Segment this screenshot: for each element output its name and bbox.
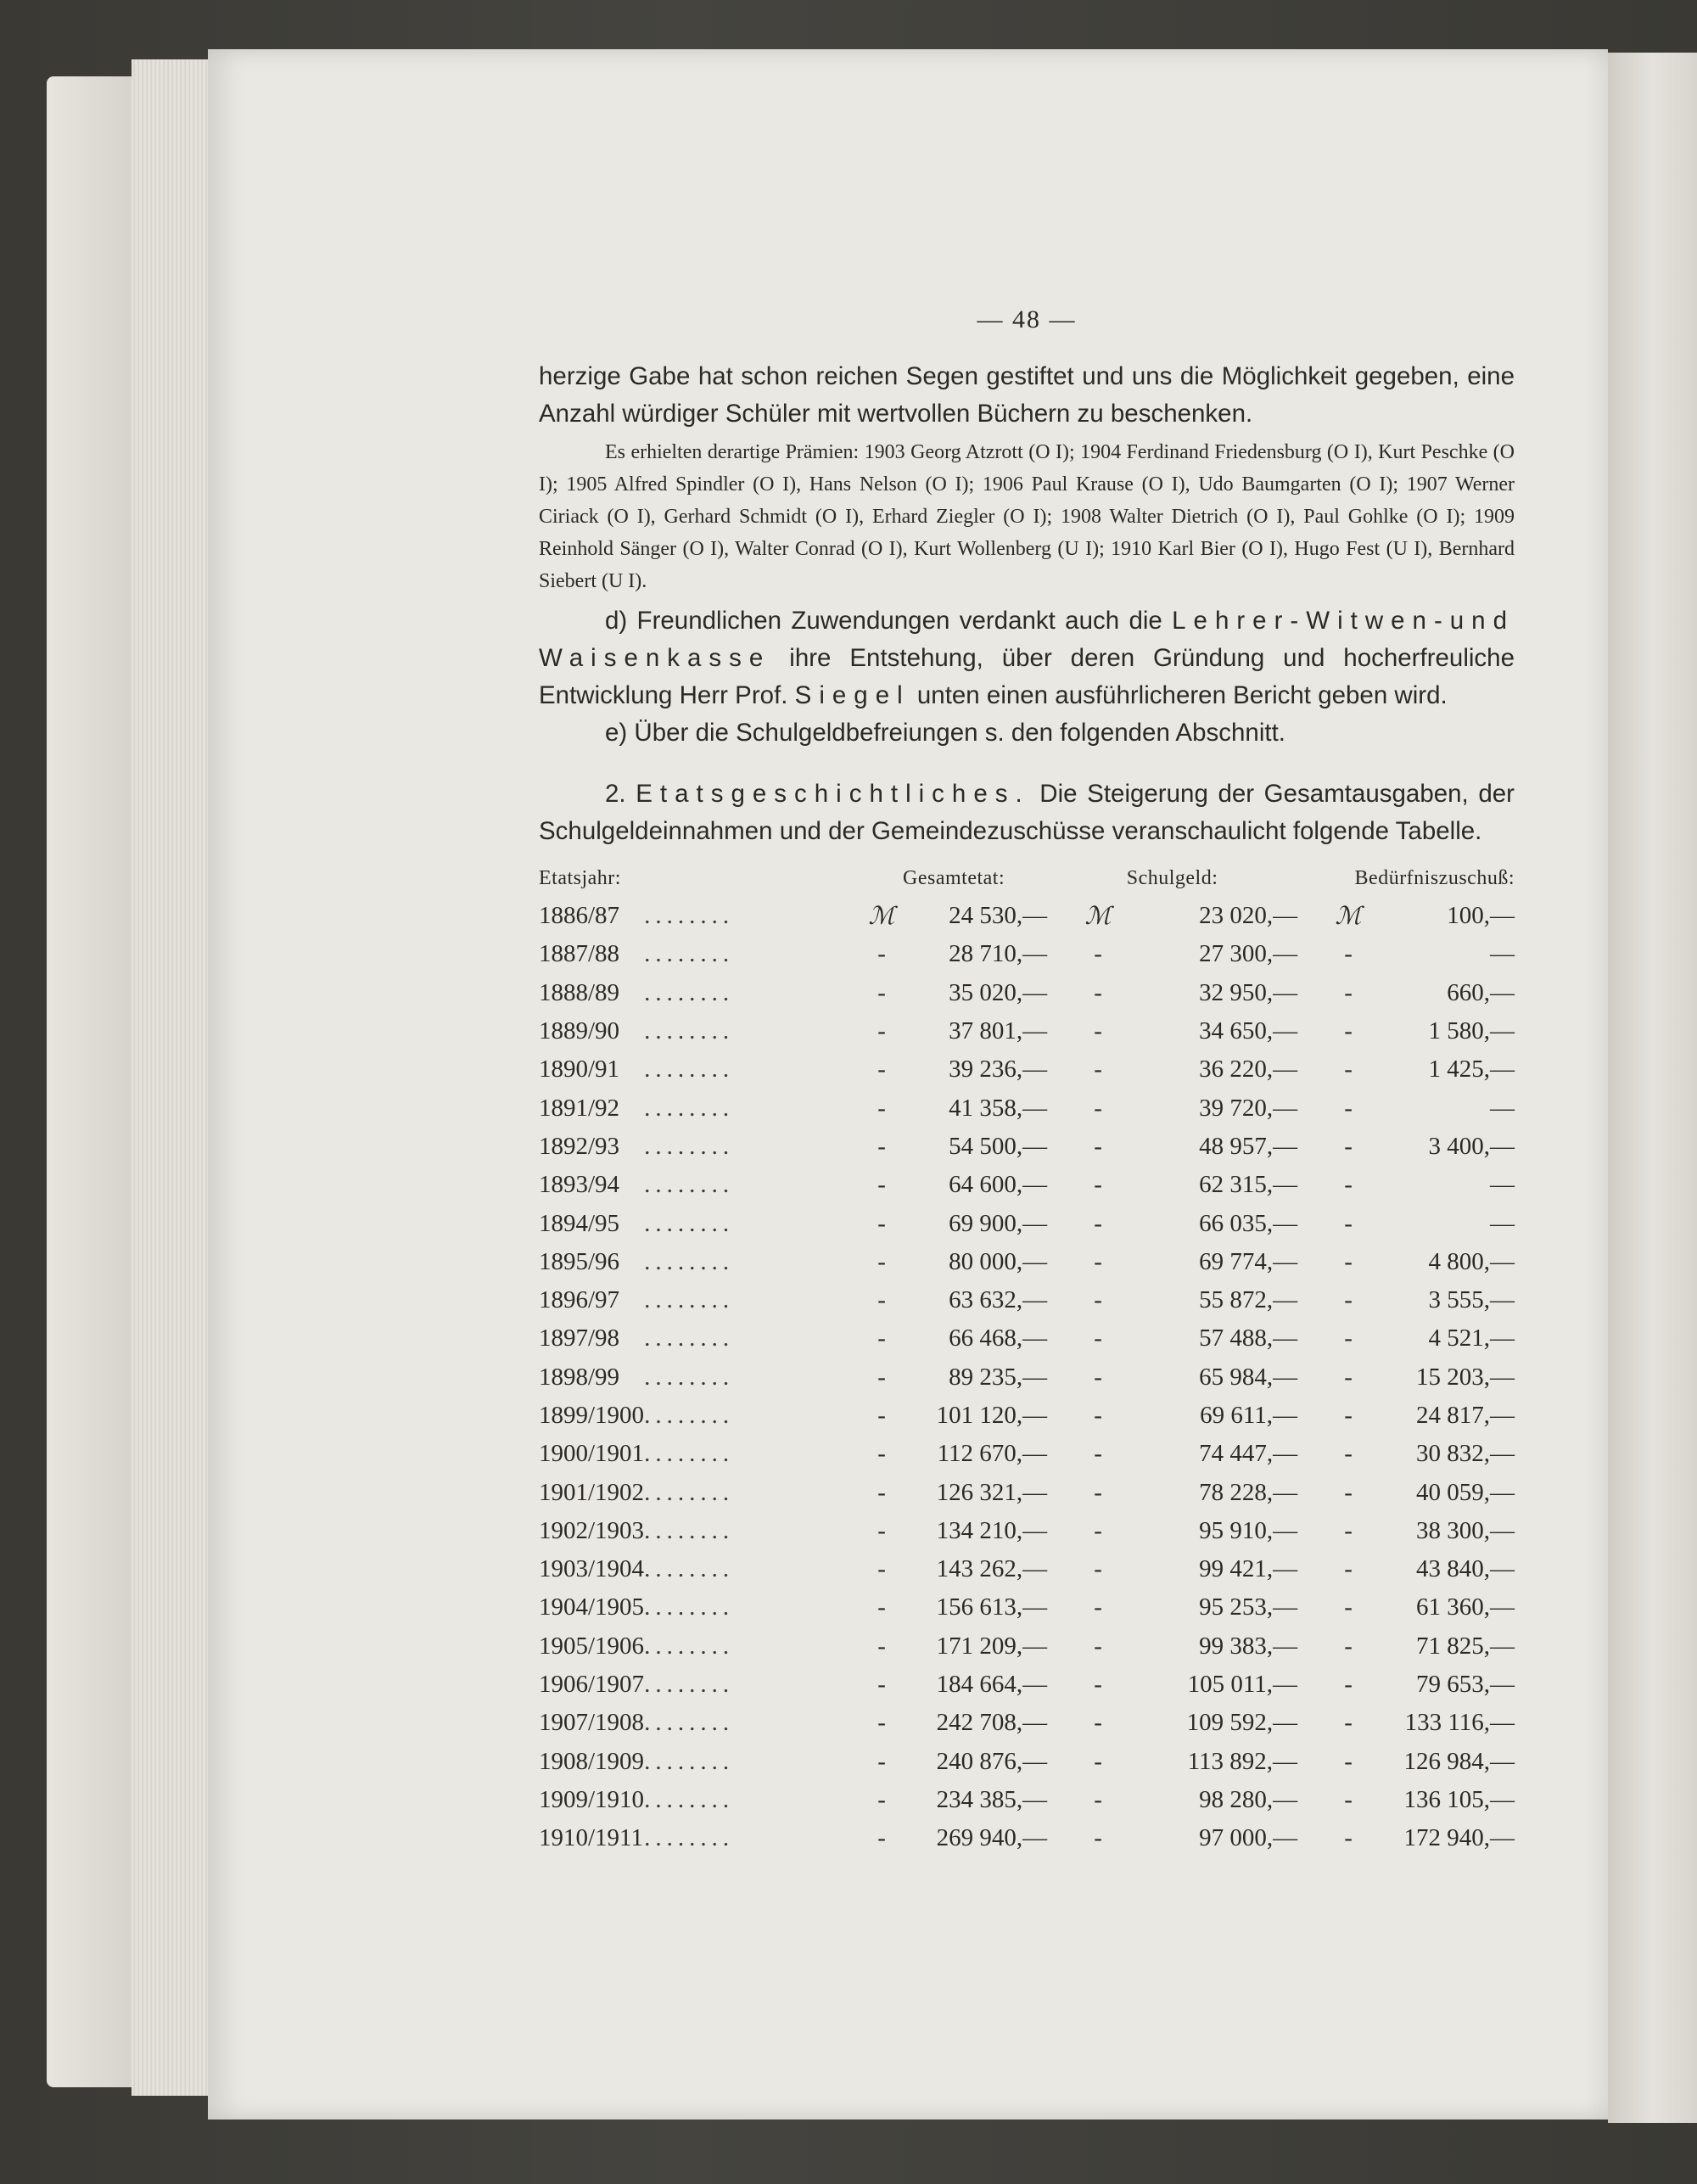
table-row (539, 1819, 1515, 1857)
year-cell: 1891/92 (539, 1094, 620, 1122)
fees-currency-mark: - (1094, 1632, 1102, 1660)
subsidy-cell: 40 059,— (1416, 1478, 1515, 1506)
total-cell: 112 670,— (937, 1440, 1048, 1468)
subsidy-currency-mark: - (1344, 1555, 1353, 1583)
subsidy-cell: — (1490, 1209, 1515, 1237)
total-cell: 24 530,— (949, 902, 1048, 930)
table-row (539, 1128, 1515, 1166)
fees-currency-mark: - (1094, 1286, 1102, 1314)
subsidy-currency-mark: - (1344, 1247, 1353, 1275)
total-cell: 28 710,— (949, 940, 1048, 968)
subsidy-currency-mark: - (1344, 1402, 1353, 1429)
subsidy-cell: 79 653,— (1416, 1671, 1515, 1699)
subsidy-cell: 3 400,— (1428, 1132, 1515, 1160)
total-currency-mark: - (877, 1324, 886, 1352)
leader-dots: ........ (644, 1440, 735, 1468)
subsidy-currency-mark: - (1344, 1324, 1353, 1352)
fees-currency-mark: - (1094, 1132, 1102, 1160)
fees-currency-mark: - (1094, 940, 1102, 968)
header-year: Etatsjahr: (539, 867, 621, 889)
table-row (539, 1666, 1515, 1704)
fees-currency-mark: - (1094, 1324, 1102, 1352)
total-currency-mark: - (877, 1017, 886, 1045)
subsidy-cell: 100,— (1447, 902, 1515, 930)
subsidy-currency-mark: - (1344, 1363, 1353, 1391)
fees-currency-mark: - (1094, 1017, 1102, 1045)
page-content (539, 305, 1515, 1857)
subsidy-currency-mark: - (1344, 1824, 1353, 1852)
year-cell: 1892/93 (539, 1132, 620, 1160)
year-cell: 1905/1906 (539, 1632, 645, 1660)
subsidy-cell: 126 984,— (1403, 1747, 1515, 1775)
fees-cell: 27 300,— (1199, 940, 1298, 968)
subsidy-cell: 43 840,— (1416, 1555, 1515, 1583)
table-row (539, 1243, 1515, 1281)
fees-cell: 78 228,— (1199, 1478, 1298, 1506)
subsidy-currency-mark: - (1344, 1132, 1353, 1160)
table-row (539, 1781, 1515, 1819)
leader-dots: ........ (644, 978, 735, 1006)
year-cell: 1896/97 (539, 1286, 620, 1314)
fees-currency-mark: - (1094, 1747, 1102, 1775)
table-row (539, 1473, 1515, 1511)
total-currency-mark: - (877, 1286, 886, 1314)
total-cell: 39 236,— (949, 1056, 1048, 1084)
table-row (539, 1281, 1515, 1319)
fees-currency-mark: - (1094, 1671, 1102, 1699)
subsidy-cell: 71 825,— (1416, 1632, 1515, 1660)
leader-dots: ........ (644, 1324, 735, 1352)
total-cell: 64 600,— (949, 1171, 1048, 1199)
subsidy-currency-mark: ℳ (1335, 903, 1362, 931)
table-row (539, 1512, 1515, 1550)
fees-currency-mark: - (1094, 1056, 1102, 1084)
total-currency-mark: - (877, 1094, 886, 1122)
table-row (539, 1550, 1515, 1588)
total-cell: 234 385,— (936, 1785, 1048, 1813)
year-cell: 1908/1909 (539, 1747, 645, 1775)
subsidy-cell: 38 300,— (1416, 1516, 1515, 1544)
total-currency-mark: - (877, 940, 886, 968)
subsidy-currency-mark: - (1344, 1209, 1353, 1237)
total-cell: 80 000,— (949, 1247, 1048, 1275)
total-currency-mark: ℳ (868, 903, 895, 931)
total-currency-mark: - (877, 1593, 886, 1621)
widow-fund-text-b: ihre Entstehung, über deren Gründung und hocherfreuliche Entwicklung Herr Prof. (539, 644, 1515, 709)
table-row (539, 1319, 1515, 1358)
widow-fund-name: Lehrer-Witwen-und Waisenkasse (539, 607, 1515, 672)
total-cell: 63 632,— (949, 1286, 1048, 1314)
total-currency-mark: - (877, 1709, 886, 1737)
leader-dots: ........ (644, 902, 735, 930)
total-currency-mark: - (877, 1516, 886, 1544)
fees-cell: 74 447,— (1199, 1440, 1298, 1468)
total-cell: 171 209,— (936, 1632, 1048, 1660)
total-currency-mark: - (877, 978, 886, 1006)
total-cell: 242 708,— (936, 1709, 1048, 1737)
total-cell: 37 801,— (949, 1017, 1048, 1045)
subsidy-cell: 4 521,— (1428, 1324, 1515, 1352)
paragraph-prize-list: Es erhielten derartige Prämien: 1903 Georg Atzrott (O I); 1904 Ferdinand Friedensburg (O I), Kurt Peschke (O I); 1905 Alfred Spindler (O I), Hans Nelson (O I); 1906 Paul Krause (O I), Udo Baumgarten (O I); 1907 Werner Ciriack (O I), Gerhard Schmidt (O I), Erhard Ziegler (O I); 1908 Walter Dietrich (O I), Paul Gohlke (O I); 1909 Reinhold Sänger (O I), Walter Conrad (O I), Kurt Wollenberg (U I); 1910 Karl Bier (O I), Hugo Fest (U I), Bernhard Siebert (U I). (539, 441, 1515, 592)
total-currency-mark: - (877, 1402, 886, 1429)
fees-cell: 105 011,— (1187, 1671, 1298, 1699)
fees-currency-mark: - (1094, 1593, 1102, 1621)
fees-cell: 55 872,— (1199, 1286, 1298, 1314)
fees-currency-mark: - (1094, 1555, 1102, 1583)
subsidy-currency-mark: - (1344, 1632, 1353, 1660)
fees-currency-mark: - (1094, 1209, 1102, 1237)
table-header-row (539, 867, 1515, 897)
header-subsidy: Bedürfniszuschuß: (1354, 867, 1515, 889)
paragraph-fee-exemptions: e) Über die Schulgeldbefreiungen s. den folgenden Abschnitt. (605, 719, 1285, 747)
subsidy-cell: 1 580,— (1428, 1017, 1515, 1045)
year-cell: 1899/1900 (539, 1402, 645, 1429)
fees-cell: 36 220,— (1199, 1056, 1298, 1084)
total-currency-mark: - (877, 1632, 886, 1660)
leader-dots: ........ (644, 1632, 735, 1660)
subsidy-cell: 24 817,— (1416, 1402, 1515, 1429)
total-currency-mark: - (877, 1209, 886, 1237)
subsidy-currency-mark: - (1344, 1094, 1353, 1122)
table-row (539, 974, 1515, 1012)
year-cell: 1900/1901 (539, 1440, 645, 1468)
fees-currency-mark: - (1094, 1402, 1102, 1429)
total-currency-mark: - (877, 1363, 886, 1391)
subsidy-cell: 1 425,— (1428, 1056, 1515, 1084)
leader-dots: ........ (644, 940, 735, 968)
year-cell: 1906/1907 (539, 1671, 645, 1699)
subsidy-currency-mark: - (1344, 1286, 1353, 1314)
fees-currency-mark: - (1094, 1516, 1102, 1544)
table-row (539, 1743, 1515, 1781)
table-row (539, 1397, 1515, 1435)
total-currency-mark: - (877, 1785, 886, 1813)
leader-dots: ........ (644, 1056, 735, 1084)
total-currency-mark: - (877, 1247, 886, 1275)
widow-fund-text-c: unten einen ausführlicheren Bericht geben wird. (916, 681, 1448, 709)
leader-dots: ........ (644, 1747, 735, 1775)
leader-dots: ........ (644, 1555, 735, 1583)
total-cell: 66 468,— (949, 1324, 1048, 1352)
total-currency-mark: - (877, 1824, 886, 1852)
year-cell: 1890/91 (539, 1056, 620, 1084)
total-cell: 184 664,— (936, 1671, 1048, 1699)
subsidy-cell: 172 940,— (1403, 1824, 1515, 1852)
leader-dots: ........ (644, 1671, 735, 1699)
fees-cell: 66 035,— (1199, 1209, 1298, 1237)
leader-dots: ........ (644, 1171, 735, 1199)
total-cell: 41 358,— (949, 1094, 1048, 1122)
year-cell: 1909/1910 (539, 1785, 645, 1813)
fees-cell: 23 020,— (1199, 902, 1298, 930)
subsidy-cell: 30 832,— (1416, 1440, 1515, 1468)
total-currency-mark: - (877, 1478, 886, 1506)
year-cell: 1907/1908 (539, 1709, 645, 1737)
leader-dots: ........ (644, 1094, 735, 1122)
year-cell: 1893/94 (539, 1171, 620, 1199)
subsidy-cell: — (1490, 1171, 1515, 1199)
subsidy-currency-mark: - (1344, 1017, 1353, 1045)
fees-cell: 48 957,— (1199, 1132, 1298, 1160)
subsidy-currency-mark: - (1344, 1747, 1353, 1775)
fees-cell: 65 984,— (1199, 1363, 1298, 1391)
fees-cell: 98 280,— (1199, 1785, 1298, 1813)
subsidy-currency-mark: - (1344, 1709, 1353, 1737)
fees-currency-mark: - (1094, 1171, 1102, 1199)
total-cell: 240 876,— (936, 1747, 1048, 1775)
fees-currency-mark: - (1094, 1094, 1102, 1122)
fees-cell: 109 592,— (1186, 1709, 1298, 1737)
leader-dots: ........ (644, 1209, 735, 1237)
total-cell: 35 020,— (949, 978, 1048, 1006)
total-currency-mark: - (877, 1056, 886, 1084)
total-currency-mark: - (877, 1440, 886, 1468)
header-total: Gesamtetat: (903, 867, 1005, 889)
fees-cell: 99 383,— (1199, 1632, 1298, 1660)
year-cell: 1886/87 (539, 902, 620, 930)
fees-cell: 113 892,— (1187, 1747, 1298, 1775)
fees-cell: 69 774,— (1199, 1247, 1298, 1275)
professor-name: Siegel (794, 681, 910, 709)
fees-currency-mark: ℳ (1084, 903, 1112, 931)
total-currency-mark: - (877, 1171, 886, 1199)
leader-dots: ........ (644, 1785, 735, 1813)
subsidy-cell: — (1490, 940, 1515, 968)
fees-cell: 39 720,— (1199, 1094, 1298, 1122)
table-row (539, 1588, 1515, 1627)
fees-currency-mark: - (1094, 1709, 1102, 1737)
subsidy-currency-mark: - (1344, 978, 1353, 1006)
fees-cell: 62 315,— (1199, 1171, 1298, 1199)
fees-currency-mark: - (1094, 978, 1102, 1006)
fees-cell: 69 611,— (1200, 1402, 1298, 1429)
total-currency-mark: - (877, 1555, 886, 1583)
leader-dots: ........ (644, 1132, 735, 1160)
paragraph-budget-history (539, 776, 1515, 850)
page-edges (132, 59, 216, 2096)
leader-dots: ........ (644, 1247, 735, 1275)
leader-dots: ........ (644, 1709, 735, 1737)
leader-dots: ........ (644, 1402, 735, 1429)
table-row (539, 1435, 1515, 1473)
table-row (539, 935, 1515, 973)
leader-dots: ........ (644, 1363, 735, 1391)
year-cell: 1898/99 (539, 1363, 620, 1391)
table-row (539, 897, 1515, 935)
total-currency-mark: - (877, 1747, 886, 1775)
total-cell: 54 500,— (949, 1132, 1048, 1160)
section-number: 2. (605, 780, 626, 808)
subsidy-currency-mark: - (1344, 1440, 1353, 1468)
budget-history-text: Die Steigerung der Gesamtausgaben, der Schulgeldeinnahmen und der Gemeindezuschüsse veranschaulicht folgende Tabelle. (539, 780, 1515, 845)
table-body (539, 897, 1515, 1857)
year-cell: 1889/90 (539, 1017, 620, 1045)
fees-cell: 99 421,— (1199, 1555, 1298, 1583)
total-currency-mark: - (877, 1132, 886, 1160)
leader-dots: ........ (644, 1286, 735, 1314)
year-cell: 1895/96 (539, 1247, 620, 1275)
year-cell: 1903/1904 (539, 1555, 645, 1583)
fees-currency-mark: - (1094, 1824, 1102, 1852)
year-cell: 1897/98 (539, 1324, 620, 1352)
leader-dots: ........ (644, 1824, 735, 1852)
total-cell: 101 120,— (936, 1402, 1048, 1429)
fees-currency-mark: - (1094, 1785, 1102, 1813)
total-cell: 134 210,— (936, 1516, 1048, 1544)
subsidy-currency-mark: - (1344, 1171, 1353, 1199)
total-currency-mark: - (877, 1671, 886, 1699)
leader-dots: ........ (644, 1593, 735, 1621)
table-row (539, 1204, 1515, 1242)
subsidy-currency-mark: - (1344, 1056, 1353, 1084)
table-row (539, 1050, 1515, 1089)
budget-table (539, 867, 1515, 1857)
section-heading: Etatsgeschichtliches. (636, 780, 1030, 808)
page-number: — 48 — (977, 305, 1077, 333)
table-row (539, 1704, 1515, 1742)
leader-dots: ........ (644, 1017, 735, 1045)
subsidy-currency-mark: - (1344, 1593, 1353, 1621)
table-row (539, 1627, 1515, 1666)
total-cell: 143 262,— (936, 1555, 1048, 1583)
fees-currency-mark: - (1094, 1478, 1102, 1506)
fees-cell: 34 650,— (1199, 1017, 1298, 1045)
year-cell: 1902/1903 (539, 1516, 645, 1544)
year-cell: 1887/88 (539, 940, 620, 968)
subsidy-cell: 133 116,— (1404, 1709, 1515, 1737)
table-row (539, 1089, 1515, 1127)
fees-currency-mark: - (1094, 1440, 1102, 1468)
subsidy-currency-mark: - (1344, 1785, 1353, 1813)
total-cell: 69 900,— (949, 1209, 1048, 1237)
year-cell: 1888/89 (539, 978, 620, 1006)
subsidy-cell: 61 360,— (1416, 1593, 1515, 1621)
total-cell: 89 235,— (949, 1363, 1048, 1391)
header-fees: Schulgeld: (1126, 867, 1218, 889)
fees-cell: 95 910,— (1199, 1516, 1298, 1544)
year-cell: 1894/95 (539, 1209, 620, 1237)
fees-cell: 95 253,— (1199, 1593, 1298, 1621)
table-row (539, 1358, 1515, 1397)
table-row (539, 1166, 1515, 1204)
fees-currency-mark: - (1094, 1363, 1102, 1391)
subsidy-cell: 660,— (1447, 978, 1515, 1006)
leader-dots: ........ (644, 1478, 735, 1506)
facing-page-edge (1608, 53, 1697, 2123)
subsidy-cell: 4 800,— (1428, 1247, 1515, 1275)
subsidy-cell: 15 203,— (1416, 1363, 1515, 1391)
year-cell: 1904/1905 (539, 1593, 645, 1621)
fees-cell: 32 950,— (1199, 978, 1298, 1006)
total-cell: 126 321,— (936, 1478, 1048, 1506)
subsidy-currency-mark: - (1344, 1516, 1353, 1544)
fees-cell: 97 000,— (1199, 1824, 1298, 1852)
fees-currency-mark: - (1094, 1247, 1102, 1275)
subsidy-currency-mark: - (1344, 940, 1353, 968)
subsidy-cell: 136 105,— (1403, 1785, 1515, 1813)
year-cell: 1910/1911 (539, 1824, 643, 1852)
total-cell: 156 613,— (936, 1593, 1048, 1621)
paragraph-gift: herzige Gabe hat schon reichen Segen gestiftet und uns die Möglichkeit gegeben, eine Anzahl würdiger Schüler mit wertvollen Büchern zu beschenken. (539, 362, 1515, 428)
paragraph-widow-fund (539, 602, 1515, 714)
subsidy-currency-mark: - (1344, 1478, 1353, 1506)
subsidy-cell: — (1490, 1094, 1515, 1122)
widow-fund-text-a: d) Freundlichen Zuwendungen verdankt auch die (605, 607, 1162, 635)
subsidy-currency-mark: - (1344, 1671, 1353, 1699)
table-row (539, 1012, 1515, 1050)
total-cell: 269 940,— (936, 1824, 1048, 1852)
year-cell: 1901/1902 (539, 1478, 645, 1506)
fees-cell: 57 488,— (1199, 1324, 1298, 1352)
leader-dots: ........ (644, 1516, 735, 1544)
subsidy-cell: 3 555,— (1428, 1286, 1515, 1314)
